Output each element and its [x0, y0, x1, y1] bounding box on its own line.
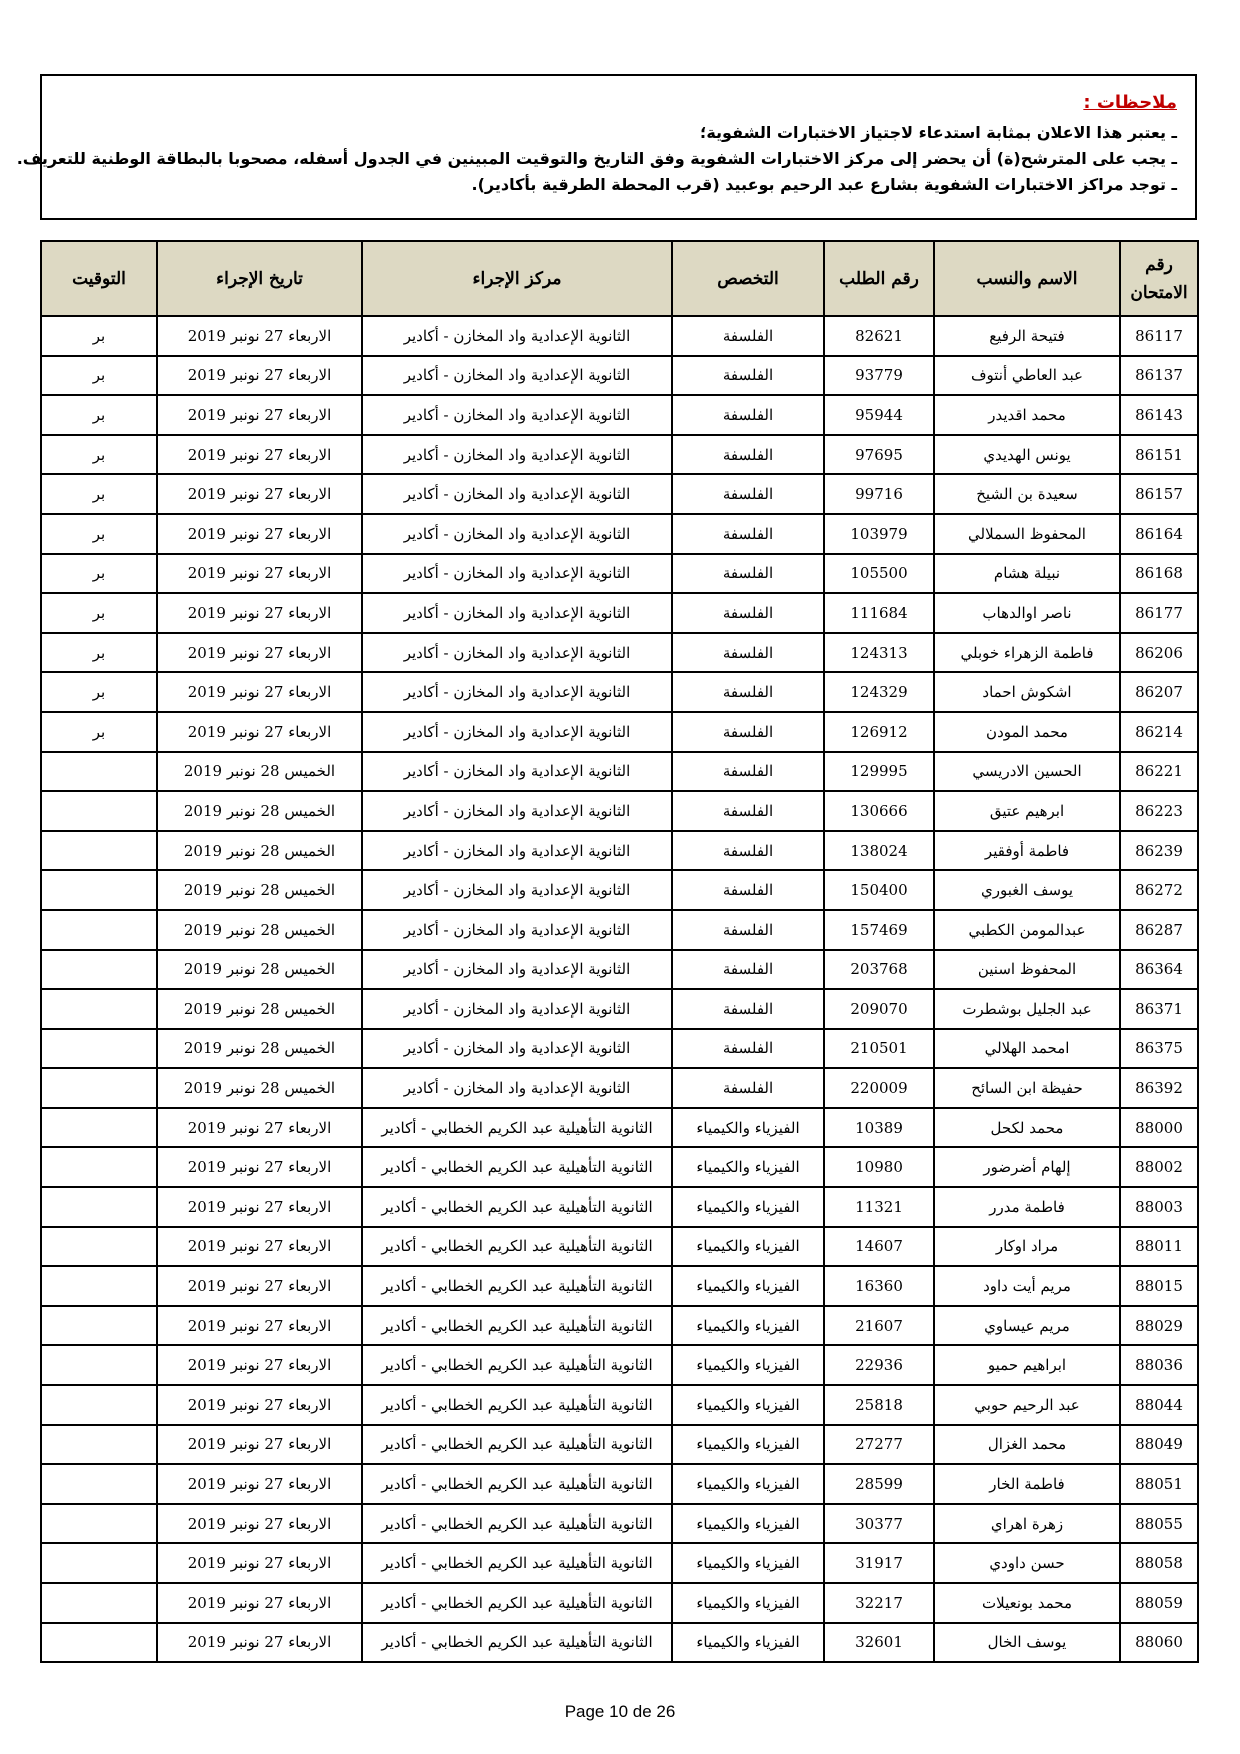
cell-time — [41, 1266, 157, 1306]
cell-center: الثانوية التأهيلية عبد الكريم الخطابي - أكادير — [362, 1425, 672, 1465]
cell-date: الاربعاء 27 نونبر 2019 — [157, 1266, 362, 1306]
cell-specialty: الفيزياء والكيمياء — [672, 1187, 824, 1227]
cell-specialty: الفلسفة — [672, 831, 824, 871]
cell-request-no: 209070 — [824, 989, 934, 1029]
cell-name: ابراهيم حميو — [934, 1345, 1120, 1385]
table-row — [41, 1029, 1198, 1069]
cell-date: الاربعاء 27 نونبر 2019 — [157, 474, 362, 514]
cell-date: الاربعاء 27 نونبر 2019 — [157, 1425, 362, 1465]
cell-date: الاربعاء 27 نونبر 2019 — [157, 1464, 362, 1504]
cell-name: مريم عيساوي — [934, 1306, 1120, 1346]
cell-exam-no: 86214 — [1120, 712, 1198, 752]
cell-time — [41, 1306, 157, 1346]
cell-exam-no: 86168 — [1120, 554, 1198, 594]
cell-center: الثانوية التأهيلية عبد الكريم الخطابي - أكادير — [362, 1345, 672, 1385]
notes-title: ملاحظات : — [1083, 92, 1177, 113]
cell-exam-no: 88059 — [1120, 1583, 1198, 1623]
cell-request-no: 11321 — [824, 1187, 934, 1227]
cell-name: فاطمة الخار — [934, 1464, 1120, 1504]
cell-time — [41, 752, 157, 792]
candidates-table — [40, 240, 1199, 1663]
cell-request-no: 21607 — [824, 1306, 934, 1346]
cell-time: بر — [41, 593, 157, 633]
table-row — [41, 791, 1198, 831]
cell-center: الثانوية التأهيلية عبد الكريم الخطابي - أكادير — [362, 1464, 672, 1504]
cell-name: الحسين الادريسي — [934, 752, 1120, 792]
cell-exam-no: 88055 — [1120, 1504, 1198, 1544]
cell-request-no: 210501 — [824, 1029, 934, 1069]
cell-request-no: 157469 — [824, 910, 934, 950]
cell-name: محمد اقديدر — [934, 395, 1120, 435]
cell-exam-no: 86157 — [1120, 474, 1198, 514]
table-row — [41, 1425, 1198, 1465]
cell-date: الاربعاء 27 نونبر 2019 — [157, 1623, 362, 1663]
cell-exam-no: 88029 — [1120, 1306, 1198, 1346]
cell-specialty: الفلسفة — [672, 752, 824, 792]
cell-center: الثانوية الإعدادية واد المخازن - أكادير — [362, 435, 672, 475]
cell-name: فتيحة الرفيع — [934, 316, 1120, 356]
cell-center: الثانوية الإعدادية واد المخازن - أكادير — [362, 989, 672, 1029]
cell-date: الاربعاء 27 نونبر 2019 — [157, 1108, 362, 1148]
cell-name: عبد الجليل بوشطرت — [934, 989, 1120, 1029]
cell-date: الاربعاء 27 نونبر 2019 — [157, 672, 362, 712]
cell-center: الثانوية التأهيلية عبد الكريم الخطابي - أكادير — [362, 1108, 672, 1148]
table-row — [41, 316, 1198, 356]
cell-specialty: الفلسفة — [672, 395, 824, 435]
table-row — [41, 1068, 1198, 1108]
cell-date: الاربعاء 27 نونبر 2019 — [157, 593, 362, 633]
cell-center: الثانوية التأهيلية عبد الكريم الخطابي - أكادير — [362, 1623, 672, 1663]
cell-date: الاربعاء 27 نونبر 2019 — [157, 1345, 362, 1385]
cell-exam-no: 86164 — [1120, 514, 1198, 554]
cell-specialty: الفلسفة — [672, 910, 824, 950]
cell-request-no: 97695 — [824, 435, 934, 475]
table-row — [41, 1108, 1198, 1148]
cell-name: المحفوظ السملالي — [934, 514, 1120, 554]
cell-time: بر — [41, 514, 157, 554]
cell-center: الثانوية الإعدادية واد المخازن - أكادير — [362, 633, 672, 673]
cell-name: محمد الغزال — [934, 1425, 1120, 1465]
cell-exam-no: 88015 — [1120, 1266, 1198, 1306]
table-row — [41, 870, 1198, 910]
header-request-no: رقم الطلب — [824, 241, 934, 316]
cell-name: يوسف الغبوري — [934, 870, 1120, 910]
cell-exam-no: 86151 — [1120, 435, 1198, 475]
cell-time: بر — [41, 395, 157, 435]
cell-exam-no: 88049 — [1120, 1425, 1198, 1465]
cell-center: الثانوية الإعدادية واد المخازن - أكادير — [362, 910, 672, 950]
cell-date: الاربعاء 27 نونبر 2019 — [157, 435, 362, 475]
table-row — [41, 514, 1198, 554]
cell-request-no: 16360 — [824, 1266, 934, 1306]
cell-center: الثانوية الإعدادية واد المخازن - أكادير — [362, 831, 672, 871]
table-row — [41, 1504, 1198, 1544]
cell-time — [41, 1425, 157, 1465]
cell-center: الثانوية الإعدادية واد المخازن - أكادير — [362, 1068, 672, 1108]
cell-date: الاربعاء 27 نونبر 2019 — [157, 356, 362, 396]
cell-specialty: الفلسفة — [672, 435, 824, 475]
cell-time: بر — [41, 633, 157, 673]
cell-time — [41, 1029, 157, 1069]
cell-name: مراد اوكار — [934, 1227, 1120, 1267]
cell-request-no: 95944 — [824, 395, 934, 435]
cell-name: يونس الهديدي — [934, 435, 1120, 475]
cell-time — [41, 831, 157, 871]
cell-specialty: الفلسفة — [672, 554, 824, 594]
header-date: تاريخ الإجراء — [157, 241, 362, 316]
cell-specialty: الفلسفة — [672, 316, 824, 356]
cell-time: بر — [41, 316, 157, 356]
table-row — [41, 950, 1198, 990]
cell-exam-no: 86371 — [1120, 989, 1198, 1029]
cell-exam-no: 86177 — [1120, 593, 1198, 633]
cell-date: الاربعاء 27 نونبر 2019 — [157, 316, 362, 356]
cell-request-no: 111684 — [824, 593, 934, 633]
cell-date: الخميس 28 نونبر 2019 — [157, 950, 362, 990]
cell-date: الخميس 28 نونبر 2019 — [157, 910, 362, 950]
cell-time — [41, 1345, 157, 1385]
cell-name: عبدالمومن الكطبي — [934, 910, 1120, 950]
cell-time — [41, 989, 157, 1029]
cell-specialty: الفلسفة — [672, 950, 824, 990]
cell-date: الاربعاء 27 نونبر 2019 — [157, 1543, 362, 1583]
notes-box — [16, 74, 1197, 220]
cell-date: الخميس 28 نونبر 2019 — [157, 870, 362, 910]
cell-center: الثانوية الإعدادية واد المخازن - أكادير — [362, 593, 672, 633]
table-row — [41, 831, 1198, 871]
cell-exam-no: 86206 — [1120, 633, 1198, 673]
cell-center: الثانوية الإعدادية واد المخازن - أكادير — [362, 474, 672, 514]
cell-exam-no: 88002 — [1120, 1147, 1198, 1187]
cell-specialty: الفلسفة — [672, 712, 824, 752]
cell-request-no: 27277 — [824, 1425, 934, 1465]
cell-request-no: 126912 — [824, 712, 934, 752]
cell-time: بر — [41, 672, 157, 712]
table-row — [41, 395, 1198, 435]
cell-date: الاربعاء 27 نونبر 2019 — [157, 1504, 362, 1544]
cell-time — [41, 1543, 157, 1583]
table-row — [41, 672, 1198, 712]
cell-time — [41, 870, 157, 910]
note-line: ـ توجد مراكز الاختبارات الشفوية بشارع عبد الرحيم بوعبيد (قرب المحطة الطرقية بأكادير). — [471, 175, 1177, 194]
cell-name: ناصر اوالدهاب — [934, 593, 1120, 633]
cell-specialty: الفلسفة — [672, 593, 824, 633]
cell-request-no: 203768 — [824, 950, 934, 990]
cell-name: ابرهيم عتيق — [934, 791, 1120, 831]
cell-time — [41, 1187, 157, 1227]
table-row — [41, 1345, 1198, 1385]
cell-center: الثانوية الإعدادية واد المخازن - أكادير — [362, 514, 672, 554]
note-line: ـ يعتبر هذا الاعلان بمثابة استدعاء لاجتياز الاختبارات الشفوية؛ — [699, 123, 1177, 142]
cell-exam-no: 86375 — [1120, 1029, 1198, 1069]
cell-specialty: الفلسفة — [672, 633, 824, 673]
table-header-row — [41, 241, 1198, 316]
table-row — [41, 435, 1198, 475]
cell-request-no: 22936 — [824, 1345, 934, 1385]
cell-date: الاربعاء 27 نونبر 2019 — [157, 1147, 362, 1187]
cell-request-no: 138024 — [824, 831, 934, 871]
cell-date: الخميس 28 نونبر 2019 — [157, 989, 362, 1029]
cell-exam-no: 86207 — [1120, 672, 1198, 712]
cell-request-no: 129995 — [824, 752, 934, 792]
cell-request-no: 124329 — [824, 672, 934, 712]
table-row — [41, 1583, 1198, 1623]
header-exam-no: رقم الامتحان — [1120, 241, 1198, 316]
table-row — [41, 474, 1198, 514]
cell-time — [41, 1464, 157, 1504]
cell-center: الثانوية التأهيلية عبد الكريم الخطابي - أكادير — [362, 1266, 672, 1306]
cell-time — [41, 1108, 157, 1148]
cell-date: الخميس 28 نونبر 2019 — [157, 1068, 362, 1108]
table-row — [41, 1623, 1198, 1663]
cell-name: فاطمة أوفقير — [934, 831, 1120, 871]
cell-specialty: الفلسفة — [672, 791, 824, 831]
table-row — [41, 633, 1198, 673]
cell-request-no: 220009 — [824, 1068, 934, 1108]
cell-center: الثانوية الإعدادية واد المخازن - أكادير — [362, 672, 672, 712]
cell-request-no: 130666 — [824, 791, 934, 831]
cell-center: الثانوية الإعدادية واد المخازن - أكادير — [362, 1029, 672, 1069]
cell-specialty: الفلسفة — [672, 356, 824, 396]
table-row — [41, 356, 1198, 396]
table-row — [41, 1543, 1198, 1583]
cell-name: محمد المودن — [934, 712, 1120, 752]
cell-exam-no: 88051 — [1120, 1464, 1198, 1504]
cell-time: بر — [41, 356, 157, 396]
note-line: ـ يجب على المترشح(ة) أن يحضر إلى مركز الاختبارات الشفوية وفق التاريخ والتوقيت المبينين في الجدول أسفله، مصحوبا بالبطاقة الوطنية للتعريف. — [16, 149, 1177, 168]
cell-exam-no: 88060 — [1120, 1623, 1198, 1663]
table-row — [41, 752, 1198, 792]
cell-specialty: الفيزياء والكيمياء — [672, 1623, 824, 1663]
cell-name: سعيدة بن الشيخ — [934, 474, 1120, 514]
cell-specialty: الفيزياء والكيمياء — [672, 1464, 824, 1504]
cell-exam-no: 88058 — [1120, 1543, 1198, 1583]
cell-request-no: 93779 — [824, 356, 934, 396]
cell-time: بر — [41, 474, 157, 514]
cell-request-no: 150400 — [824, 870, 934, 910]
cell-request-no: 30377 — [824, 1504, 934, 1544]
cell-center: الثانوية التأهيلية عبد الكريم الخطابي - أكادير — [362, 1583, 672, 1623]
cell-request-no: 32601 — [824, 1623, 934, 1663]
cell-date: الخميس 28 نونبر 2019 — [157, 831, 362, 871]
cell-exam-no: 88000 — [1120, 1108, 1198, 1148]
cell-request-no: 28599 — [824, 1464, 934, 1504]
cell-time — [41, 910, 157, 950]
table-row — [41, 1227, 1198, 1267]
cell-date: الاربعاء 27 نونبر 2019 — [157, 1187, 362, 1227]
cell-name: فاطمة مدرر — [934, 1187, 1120, 1227]
cell-date: الاربعاء 27 نونبر 2019 — [157, 554, 362, 594]
cell-date: الاربعاء 27 نونبر 2019 — [157, 395, 362, 435]
cell-request-no: 103979 — [824, 514, 934, 554]
cell-center: الثانوية التأهيلية عبد الكريم الخطابي - أكادير — [362, 1543, 672, 1583]
cell-name: امحمد الهلالي — [934, 1029, 1120, 1069]
cell-center: الثانوية الإعدادية واد المخازن - أكادير — [362, 356, 672, 396]
cell-center: الثانوية التأهيلية عبد الكريم الخطابي - أكادير — [362, 1504, 672, 1544]
cell-time — [41, 1147, 157, 1187]
cell-name: زهرة اهراي — [934, 1504, 1120, 1544]
header-specialty: التخصص — [672, 241, 824, 316]
table-body — [41, 316, 1198, 1662]
cell-time — [41, 1385, 157, 1425]
cell-center: الثانوية التأهيلية عبد الكريم الخطابي - أكادير — [362, 1147, 672, 1187]
cell-specialty: الفيزياء والكيمياء — [672, 1345, 824, 1385]
table-row — [41, 910, 1198, 950]
cell-specialty: الفيزياء والكيمياء — [672, 1504, 824, 1544]
cell-center: الثانوية الإعدادية واد المخازن - أكادير — [362, 870, 672, 910]
cell-center: الثانوية التأهيلية عبد الكريم الخطابي - أكادير — [362, 1385, 672, 1425]
cell-date: الاربعاء 27 نونبر 2019 — [157, 1385, 362, 1425]
cell-center: الثانوية التأهيلية عبد الكريم الخطابي - أكادير — [362, 1187, 672, 1227]
cell-date: الاربعاء 27 نونبر 2019 — [157, 514, 362, 554]
cell-date: الاربعاء 27 نونبر 2019 — [157, 1583, 362, 1623]
cell-specialty: الفلسفة — [672, 1068, 824, 1108]
cell-exam-no: 86392 — [1120, 1068, 1198, 1108]
cell-name: عبد العاطي أنتوف — [934, 356, 1120, 396]
cell-exam-no: 88003 — [1120, 1187, 1198, 1227]
cell-exam-no: 86117 — [1120, 316, 1198, 356]
cell-specialty: الفيزياء والكيمياء — [672, 1227, 824, 1267]
cell-exam-no: 86272 — [1120, 870, 1198, 910]
cell-specialty: الفلسفة — [672, 870, 824, 910]
cell-center: الثانوية الإعدادية واد المخازن - أكادير — [362, 554, 672, 594]
cell-specialty: الفلسفة — [672, 514, 824, 554]
cell-specialty: الفيزياء والكيمياء — [672, 1108, 824, 1148]
cell-exam-no: 86137 — [1120, 356, 1198, 396]
cell-date: الخميس 28 نونبر 2019 — [157, 791, 362, 831]
page-number: Page 10 de 26 — [564, 1702, 676, 1721]
cell-request-no: 32217 — [824, 1583, 934, 1623]
cell-exam-no: 86223 — [1120, 791, 1198, 831]
cell-specialty: الفيزياء والكيمياء — [672, 1306, 824, 1346]
cell-date: الاربعاء 27 نونبر 2019 — [157, 633, 362, 673]
cell-specialty: الفيزياء والكيمياء — [672, 1147, 824, 1187]
cell-name: حسن داودي — [934, 1543, 1120, 1583]
table-row — [41, 712, 1198, 752]
table-row — [41, 554, 1198, 594]
cell-request-no: 25818 — [824, 1385, 934, 1425]
cell-date: الاربعاء 27 نونبر 2019 — [157, 1306, 362, 1346]
cell-time: بر — [41, 554, 157, 594]
table-row — [41, 1187, 1198, 1227]
cell-time — [41, 1227, 157, 1267]
cell-center: الثانوية التأهيلية عبد الكريم الخطابي - أكادير — [362, 1227, 672, 1267]
cell-request-no: 82621 — [824, 316, 934, 356]
cell-time — [41, 1068, 157, 1108]
cell-center: الثانوية الإعدادية واد المخازن - أكادير — [362, 791, 672, 831]
cell-time: بر — [41, 712, 157, 752]
table-row — [41, 1306, 1198, 1346]
cell-name: نبيلة هشام — [934, 554, 1120, 594]
cell-time — [41, 791, 157, 831]
cell-exam-no: 88036 — [1120, 1345, 1198, 1385]
cell-exam-no: 86221 — [1120, 752, 1198, 792]
cell-name: فاطمة الزهراء خوبلي — [934, 633, 1120, 673]
cell-name: المحفوظ اسنين — [934, 950, 1120, 990]
table-row — [41, 1464, 1198, 1504]
cell-exam-no: 86239 — [1120, 831, 1198, 871]
cell-date: الاربعاء 27 نونبر 2019 — [157, 712, 362, 752]
cell-exam-no: 86143 — [1120, 395, 1198, 435]
cell-request-no: 124313 — [824, 633, 934, 673]
cell-specialty: الفلسفة — [672, 1029, 824, 1069]
cell-specialty: الفيزياء والكيمياء — [672, 1583, 824, 1623]
cell-center: الثانوية التأهيلية عبد الكريم الخطابي - أكادير — [362, 1306, 672, 1346]
cell-specialty: الفيزياء والكيمياء — [672, 1266, 824, 1306]
cell-exam-no: 88011 — [1120, 1227, 1198, 1267]
cell-center: الثانوية الإعدادية واد المخازن - أكادير — [362, 395, 672, 435]
cell-time — [41, 1504, 157, 1544]
cell-exam-no: 88044 — [1120, 1385, 1198, 1425]
cell-time — [41, 950, 157, 990]
cell-request-no: 14607 — [824, 1227, 934, 1267]
cell-name: إلهام أضرضور — [934, 1147, 1120, 1187]
cell-name: حفيظة ابن السائح — [934, 1068, 1120, 1108]
cell-exam-no: 86287 — [1120, 910, 1198, 950]
header-time: التوقيت — [41, 241, 157, 316]
cell-exam-no: 86364 — [1120, 950, 1198, 990]
cell-name: يوسف الخال — [934, 1623, 1120, 1663]
cell-time — [41, 1623, 157, 1663]
cell-time: بر — [41, 435, 157, 475]
cell-date: الاربعاء 27 نونبر 2019 — [157, 1227, 362, 1267]
table-row — [41, 593, 1198, 633]
cell-name: محمد لكحل — [934, 1108, 1120, 1148]
cell-date: الخميس 28 نونبر 2019 — [157, 1029, 362, 1069]
header-center: مركز الإجراء — [362, 241, 672, 316]
cell-request-no: 105500 — [824, 554, 934, 594]
cell-specialty: الفلسفة — [672, 672, 824, 712]
cell-request-no: 10980 — [824, 1147, 934, 1187]
table-row — [41, 1266, 1198, 1306]
cell-specialty: الفيزياء والكيمياء — [672, 1543, 824, 1583]
cell-specialty: الفلسفة — [672, 474, 824, 514]
table-row — [41, 1147, 1198, 1187]
cell-name: محمد بونعيلات — [934, 1583, 1120, 1623]
cell-name: مريم أيت داود — [934, 1266, 1120, 1306]
cell-center: الثانوية الإعدادية واد المخازن - أكادير — [362, 752, 672, 792]
cell-request-no: 31917 — [824, 1543, 934, 1583]
cell-name: اشكوش احماد — [934, 672, 1120, 712]
table-row — [41, 1385, 1198, 1425]
header-name: الاسم والنسب — [934, 241, 1120, 316]
cell-request-no: 10389 — [824, 1108, 934, 1148]
cell-name: عبد الرحيم حوبي — [934, 1385, 1120, 1425]
cell-center: الثانوية الإعدادية واد المخازن - أكادير — [362, 950, 672, 990]
cell-request-no: 99716 — [824, 474, 934, 514]
cell-center: الثانوية الإعدادية واد المخازن - أكادير — [362, 316, 672, 356]
cell-center: الثانوية الإعدادية واد المخازن - أكادير — [362, 712, 672, 752]
cell-date: الخميس 28 نونبر 2019 — [157, 752, 362, 792]
cell-specialty: الفيزياء والكيمياء — [672, 1425, 824, 1465]
cell-specialty: الفيزياء والكيمياء — [672, 1385, 824, 1425]
table-row — [41, 989, 1198, 1029]
cell-specialty: الفلسفة — [672, 989, 824, 1029]
cell-time — [41, 1583, 157, 1623]
